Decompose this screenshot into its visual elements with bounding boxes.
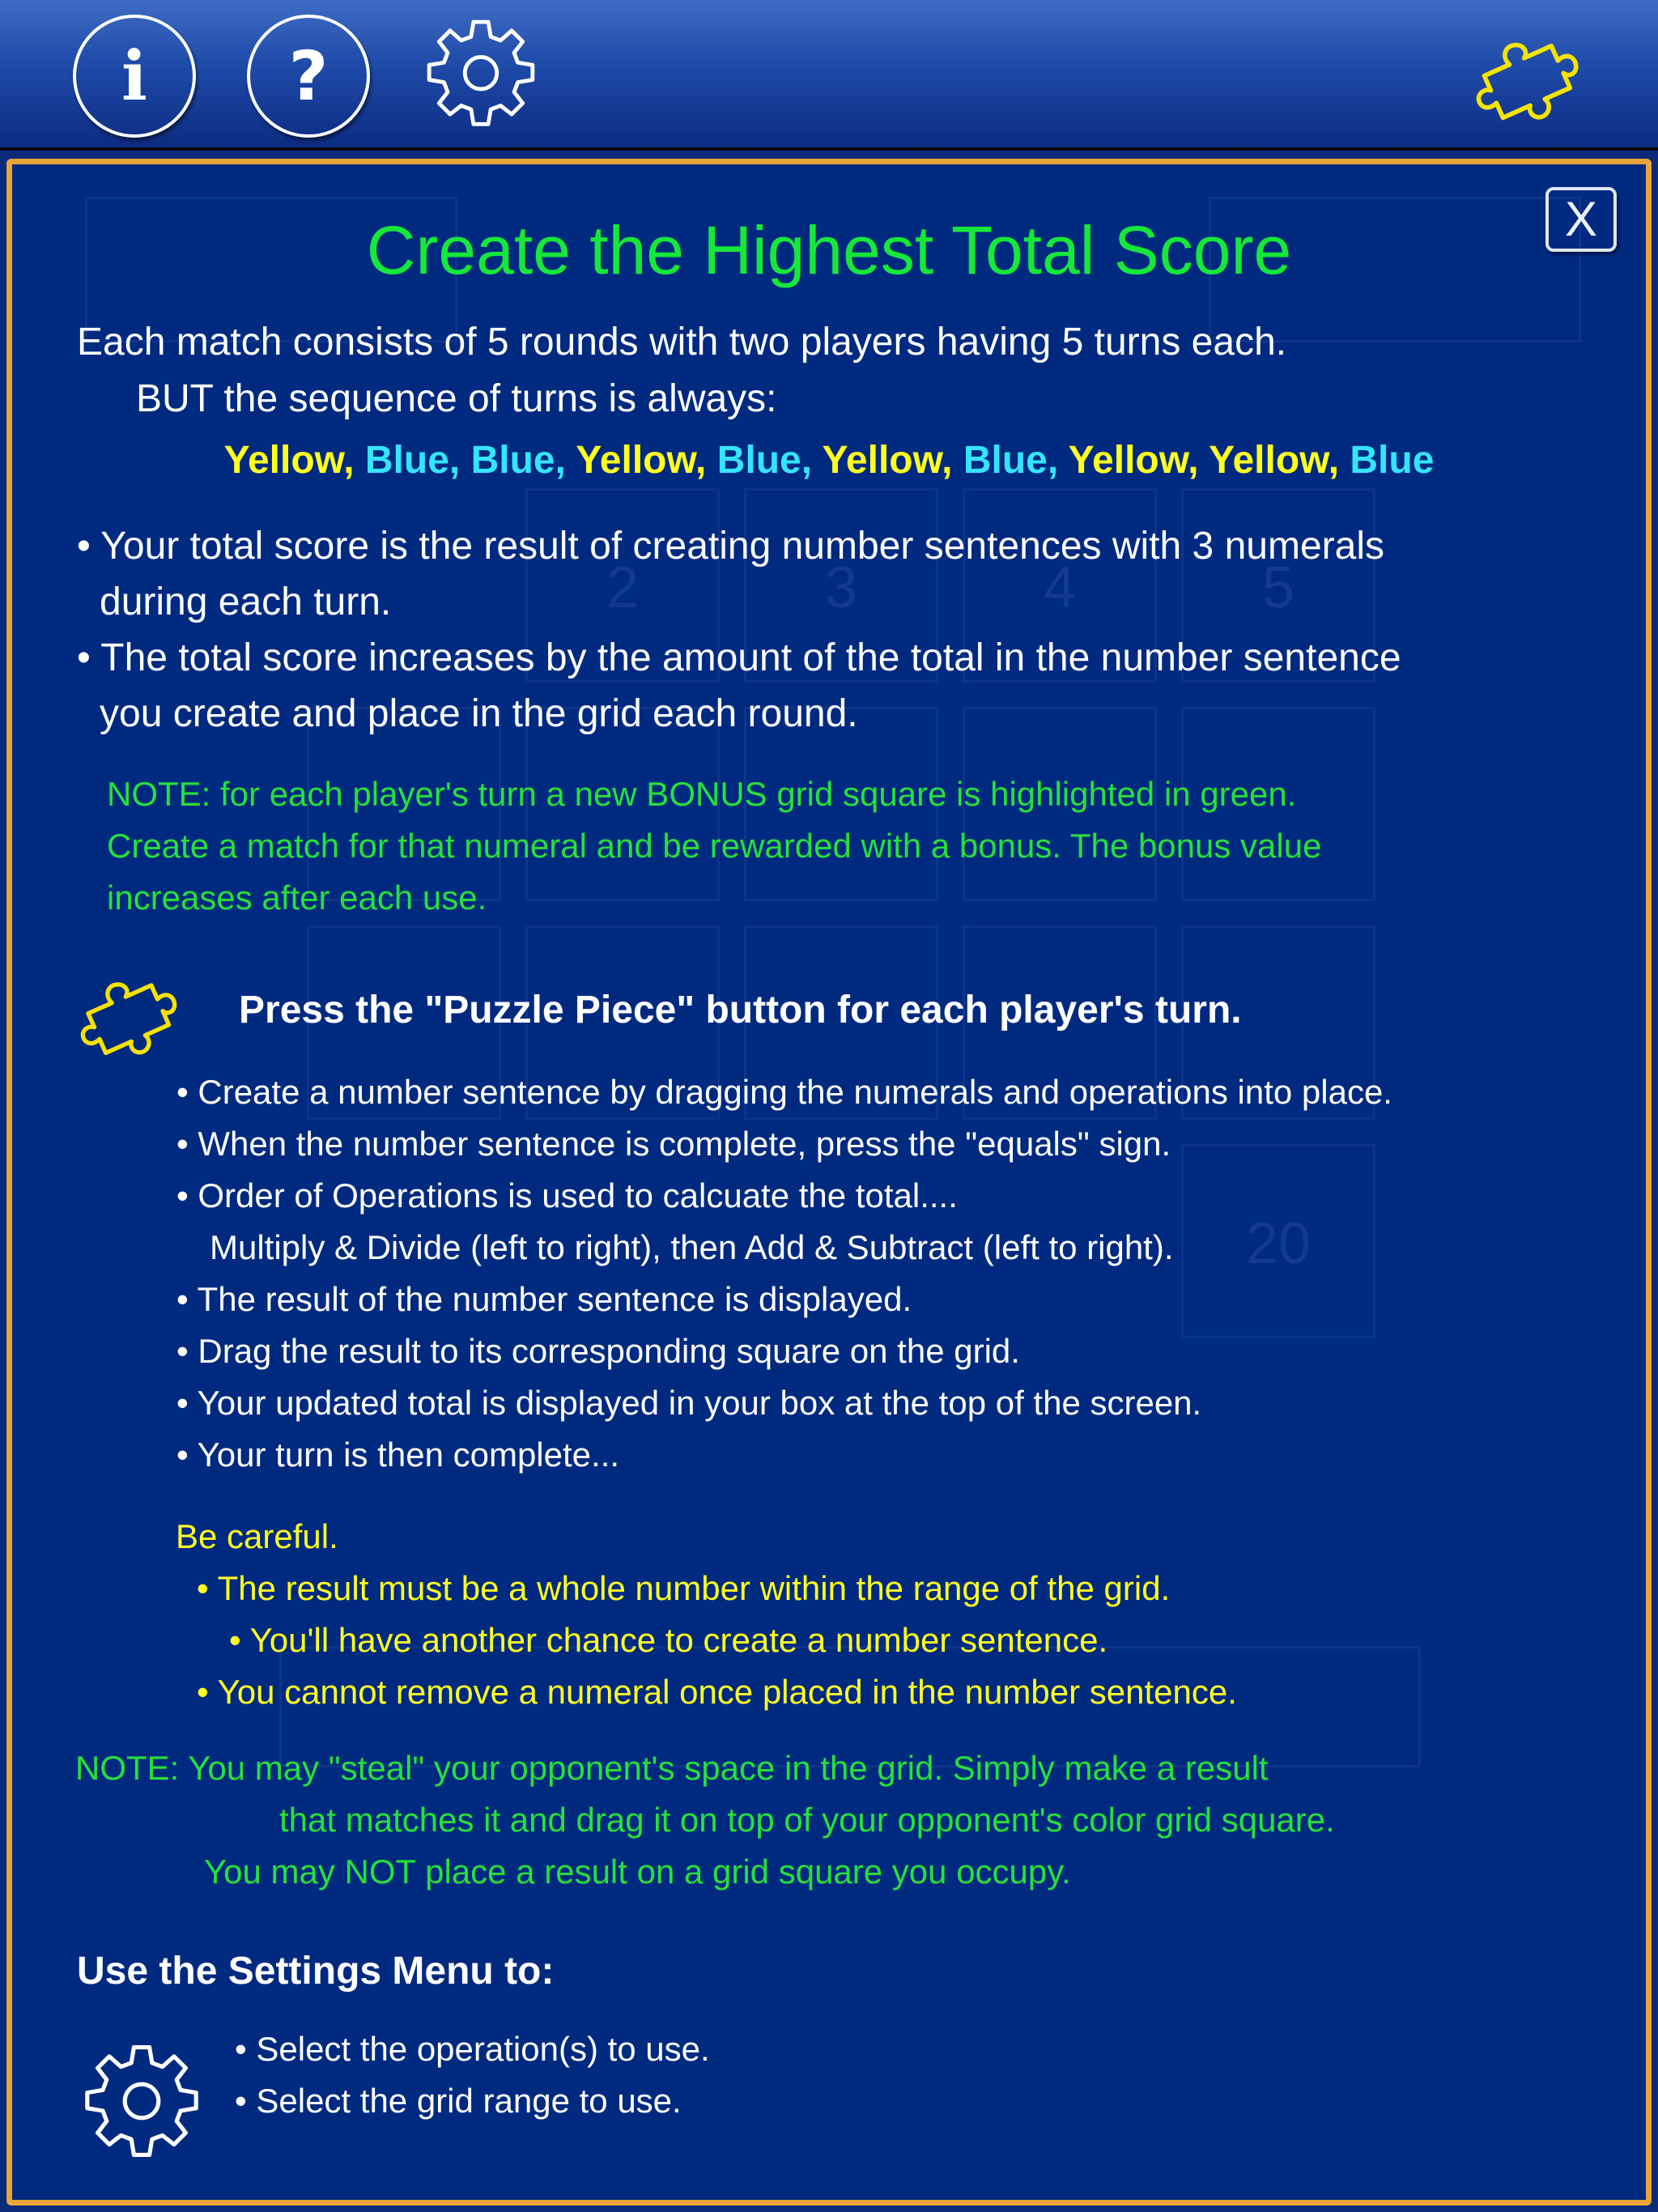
- steal-note: You may NOT place a result on a grid square you occupy.: [204, 1853, 1071, 1891]
- bonus-note: Create a match for that numeral and be rewarded with a bonus. The bonus value: [107, 827, 1322, 865]
- grid-cell: 3: [744, 488, 938, 683]
- gear-icon: [77, 2040, 206, 2169]
- careful-item: • You'll have another chance to create a number sentence.: [229, 1621, 1108, 1659]
- turn-step: • Your turn is then complete...: [176, 1436, 620, 1474]
- dialog-title: Create the Highest Total Score: [366, 212, 1292, 288]
- steal-note: NOTE: You may "steal" your opponent's space in the grid. Simply make a result: [75, 1749, 1269, 1787]
- puzzle-heading: Press the "Puzzle Piece" button for each player's turn.: [239, 989, 1242, 1032]
- turn-step: • Order of Operations is used to calcuate the total....: [176, 1176, 958, 1214]
- score-rule: during each turn.: [100, 581, 392, 623]
- bonus-note: increases after each use.: [107, 878, 487, 917]
- careful-item: • The result must be a whole number within the range of the grid.: [197, 1569, 1171, 1607]
- top-toolbar: [0, 0, 1658, 151]
- score-rule: you create and place in the grid each round.: [100, 692, 858, 735]
- grid-cell: 2: [525, 488, 720, 683]
- turn-step: Multiply & Divide (left to right), then Add & Subtract (left to right).: [210, 1228, 1174, 1266]
- sequence-yellow: Yellow,: [822, 439, 953, 482]
- sequence-blue: Blue,: [716, 439, 813, 482]
- settings-item: • Select the operation(s) to use.: [235, 2030, 710, 2068]
- grid-cell: 20: [1181, 1144, 1375, 1338]
- sequence-yellow: Yellow,: [223, 439, 355, 482]
- bonus-note: NOTE: for each player's turn a new BONUS grid square is highlighted in green.: [107, 775, 1297, 813]
- careful-heading: Be careful.: [176, 1517, 338, 1555]
- sequence-blue: Blue: [1350, 439, 1435, 482]
- sequence-yellow: Yellow,: [1209, 439, 1340, 482]
- puzzle-piece-icon: [69, 958, 198, 1071]
- puzzle-piece-button[interactable]: [1464, 16, 1601, 138]
- turn-step: • Drag the result to its corresponding square on the grid.: [176, 1332, 1020, 1370]
- turn-step: • When the number sentence is complete, press the "equals" sign.: [176, 1125, 1171, 1163]
- turn-step: • Create a number sentence by dragging the numerals and operations into place.: [176, 1073, 1392, 1111]
- turn-step: • Your updated total is displayed in your box at the top of the screen.: [176, 1384, 1202, 1422]
- info-button[interactable]: [73, 15, 196, 138]
- score-rule: • Your total score is the result of creating number sentences with 3 numerals: [77, 525, 1384, 568]
- sequence-blue: Blue,: [364, 439, 461, 482]
- help-button[interactable]: [247, 15, 370, 138]
- grid-cell: 5: [1181, 488, 1375, 683]
- info-icon: i: [121, 36, 147, 116]
- grid-cell: 4: [963, 488, 1157, 683]
- intro-text: Each match consists of 5 rounds with two players having 5 turns each.: [77, 321, 1287, 364]
- settings-heading: Use the Settings Menu to:: [77, 1950, 555, 1993]
- intro-text: BUT the sequence of turns is always:: [136, 377, 777, 420]
- sequence-yellow: Yellow,: [1068, 439, 1199, 482]
- settings-item: • Select the grid range to use.: [235, 2082, 682, 2120]
- puzzle-piece-icon: [1464, 16, 1601, 138]
- settings-button[interactable]: [419, 15, 542, 138]
- sequence-yellow: Yellow,: [576, 439, 707, 482]
- score-rule: • The total score increases by the amount of the total in the number sentence: [77, 636, 1401, 679]
- gear-icon: [419, 15, 542, 138]
- sequence-blue: Blue,: [963, 439, 1059, 482]
- instructions-dialog: [6, 159, 1652, 2206]
- steal-note: that matches it and drag it on top of your opponent's color grid square.: [279, 1801, 1335, 1839]
- sequence-blue: Blue,: [470, 439, 566, 482]
- turn-step: • The result of the number sentence is displayed.: [176, 1280, 912, 1318]
- turn-sequence: [12, 433, 1646, 488]
- help-icon: ?: [288, 36, 329, 116]
- careful-item: • You cannot remove a numeral once placed in the number sentence.: [197, 1673, 1237, 1711]
- close-button[interactable]: X: [1545, 187, 1617, 252]
